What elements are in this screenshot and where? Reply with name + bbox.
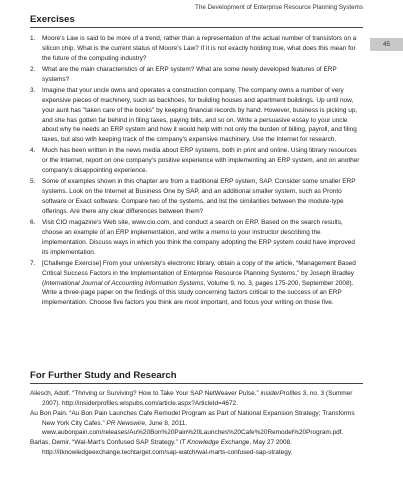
further-study-heading: For Further Study and Research — [30, 370, 363, 384]
reference-text: 3, no. 3 (Summer 2007). http://insiderprofiles.wispubs.com/article.aspx?ArticleId=4672. — [42, 390, 353, 407]
reference-source: PR Newswire — [106, 419, 146, 427]
reference-text: , May 27 2008. http://itknowledgeexchange.techtarget.com/sap-watch/wal-marts-confused-sap-strategy. — [42, 439, 293, 457]
reference-entry — [30, 389, 363, 409]
reference-text: , June 8, 2011. www.aubonpain.com/releases/Au%20Bon%20Pain%20Launches%20Cafe%20Remodel%20Program.pdf. — [42, 419, 344, 437]
exercise-text: Imagine that your uncle owns and operates a construction company. The company owns a number of very expensive pieces of machinery, such as backhoes, for building houses and apartment buildings. Up until now, your aunt has "taken care of the books" by keeping financial records by hand. However, business is picking up, and she has gotten far behind in filing taxes, paying bills, and so on. Write a persuasive essay to your uncle about why he needs an ERP system and how it would help with not only the burden of billing, payroll, and filing taxes, but also with keeping track of the company's expensive machinery. Use the Internet for research. — [42, 87, 358, 144]
journal-title: International Journal of Accounting Information Systems — [44, 279, 204, 287]
exercise-item-3 — [30, 86, 363, 145]
exercise-number: 7. — [30, 259, 36, 267]
exercise-item-4 — [30, 146, 363, 176]
exercise-item-6 — [30, 218, 363, 257]
exercises-heading: Exercises — [30, 14, 363, 28]
exercise-item-5 — [30, 177, 363, 216]
exercise-text: Visit CIO magazine's Web site, www.cio.com, and conduct a search on ERP. Based on the search results, choose an example of an ERP implementation, and write a memo to your instructor describing the implementation. Discuss ways in which you think the company adopting the ERP system could have improved its implementation. — [42, 219, 355, 256]
exercise-text — [42, 259, 363, 308]
exercise-text: What are the main characteristics of an ERP system? What are some newly developed features of ERP systems? — [42, 65, 337, 83]
exercise-number: 3. — [30, 87, 36, 94]
exercise-item-1 — [30, 34, 363, 64]
reference-text: Au Bon Pain. “Au Bon Pain Launches Cafe Remodel Program as Part of National Expansion Strategy; Transforms New York City Cafes.” — [30, 409, 355, 427]
reference-entry — [30, 409, 363, 439]
exercise-number: 6. — [30, 219, 36, 227]
exercise-number: 2. — [30, 65, 36, 73]
reference-list — [30, 389, 363, 458]
exercise-number: 4. — [30, 147, 36, 155]
exercise-number: 5. — [30, 178, 36, 186]
exercise-text: Some of examples shown in this chapter are from a traditional ERP system, SAP. Consider some smaller ERP systems. Look on the Internet at Business One by SAP, and an additional smaller system, such as Pronto software or Exact software. Compare two of the systems, and list the similarities between the module-type offerings. Are there any clear differences between them? — [42, 178, 356, 215]
running-header: The Development of Enterprise Resource Planning Systems — [195, 4, 363, 11]
exercise-list — [30, 34, 363, 308]
exercises-section — [30, 14, 363, 310]
exercise-item-7 — [30, 259, 363, 308]
reference-text: Aliesch, Adolf. “Thriving or Surviving? How to Take Your SAP NetWeaver Pulse.” — [30, 390, 261, 397]
reference-source: IT Knowledge Exchange — [179, 439, 250, 447]
exercise-text: Much has been written in the news media about ERP systems, both in print and online. Using library resources or the Internet, report on one company's positive experience with implementing an ERP system, and on another company's disappointing experience. — [42, 147, 360, 175]
exercise-text: Moore's Law is said to be more of a trend, rather than a representation of the actual number of transistors on a silicon chip. What is the current status of Moore's Law? If it is not exactly holding true, what does this mean for the future of the computing industry? — [42, 35, 357, 62]
reference-text: Barlas, Demir. “Wal-Mart's Confused SAP Strategy.” — [30, 439, 180, 447]
exercise-text-part: [Challenge Exercise] From your university's electronic library, obtain a copy of the article, “Management Based Critical Success Factors in the Implementation of Enterprise Resource Planning Systems,” by Joseph Bradley ( — [42, 259, 356, 287]
reference-entry — [30, 438, 363, 458]
exercise-item-2 — [30, 65, 363, 85]
page-number: 45 — [370, 38, 403, 51]
further-study-section — [30, 370, 363, 458]
exercise-text-part: , Volume 9, no. 3, pages 175-200, September 2008). Write a three-page paper on the findings of this study concerning factors critical to the success of an ERP implementation. Choose five factors you think are most important, and focus your writing on those five. — [42, 279, 354, 307]
reference-source: insiderProfiles — [260, 390, 301, 397]
exercise-number: 1. — [30, 35, 36, 42]
